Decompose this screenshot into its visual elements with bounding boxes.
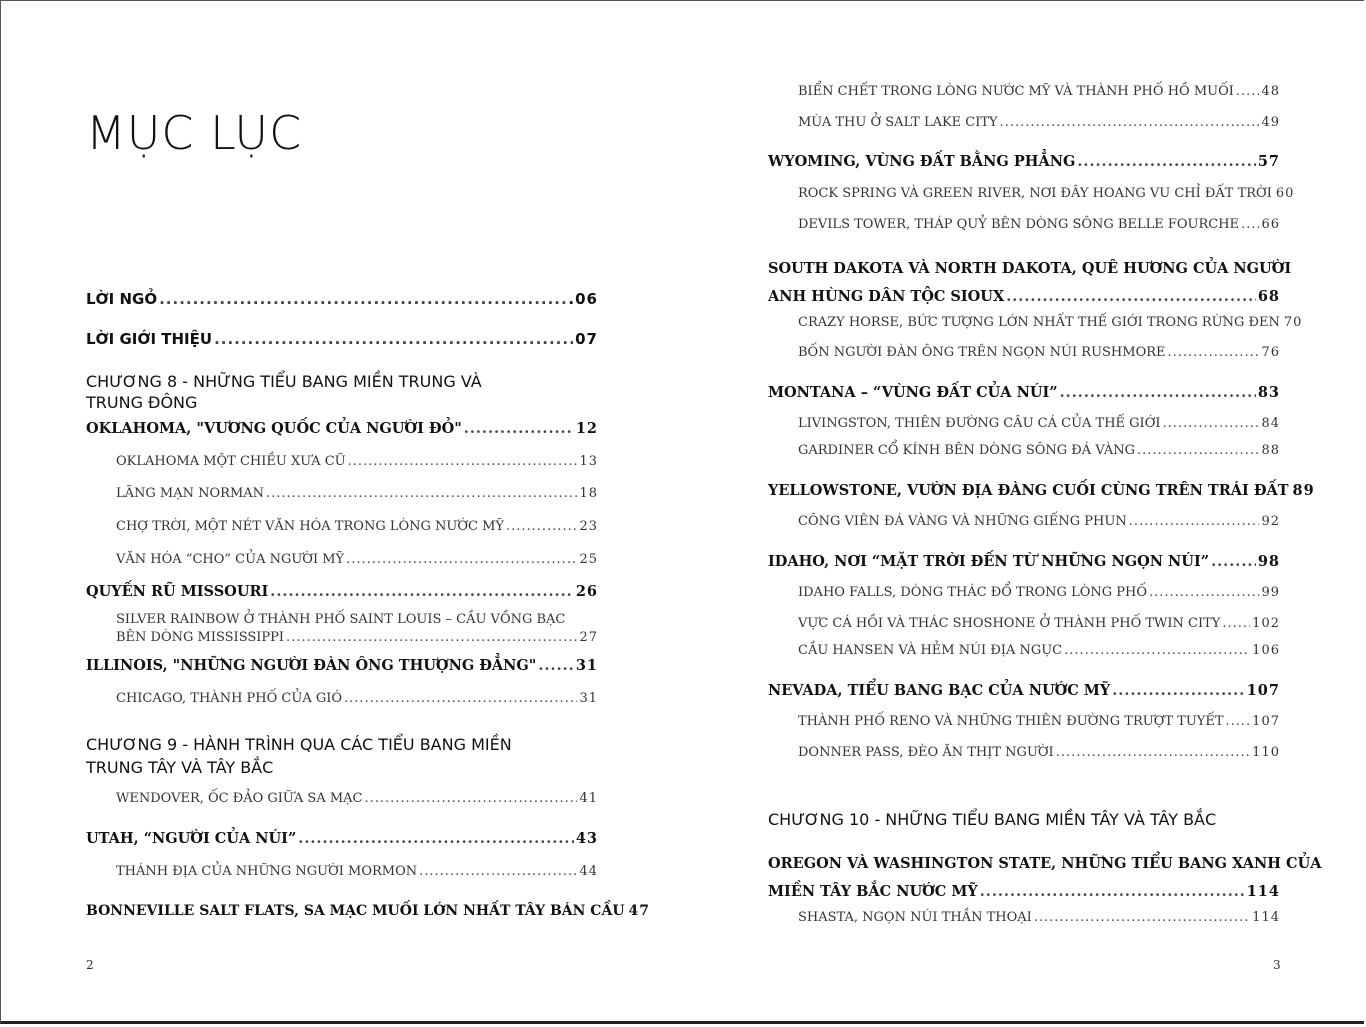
toc-chapter-10[interactable]: CHƯƠNG 10 - NHỮNG TIỂU BANG MIỀN TÂY VÀ TÂY BẮC (768, 810, 1217, 829)
page-number-right: 3 (1273, 958, 1281, 972)
toc-entry-preface[interactable]: LỜI NGỎ ..... .06 (86, 290, 598, 308)
toc-entry-hansen-bridge[interactable]: CẦU HANSEN VÀ HẺM NÚI ĐỊA NGỤC ..... 106 (768, 643, 1280, 658)
toc-chapter-9[interactable]: CHƯƠNG 9 - HÀNH TRÌNH QUA CÁC TIỂU BANG MIỀN TRUNG TÂY VÀ TÂY BẮC (86, 735, 512, 777)
toc-entry-utah[interactable]: UTAH, “NGƯỜI CỦA NÚI” ..... 43 (86, 830, 598, 847)
toc-entry-reno[interactable]: THÀNH PHỐ RENO VÀ NHỮNG THIÊN ĐƯỜNG TRƯỢT TUYẾT ..... 107 (768, 714, 1280, 729)
toc-entry-idaho[interactable]: IDAHO, NƠI “MẶT TRỜI ĐẾN TỪ NHỮNG NGỌN NÚI” ..... 98 (768, 553, 1280, 570)
toc-entry-oklahoma-past[interactable]: OKLAHOMA MỘT CHIỀU XƯA CŨ ..... 13 (86, 454, 598, 469)
toc-entry-idaho-falls[interactable]: IDAHO FALLS, DÒNG THÁC ĐỔ TRONG LÒNG PHỐ ..... 99 (768, 585, 1280, 600)
toc-entry-yellowstone[interactable]: YELLOWSTONE, VƯỜN ĐỊA ĐÀNG CUỐI CÙNG TRÊN TRÁI ĐẤT 89 (768, 482, 1315, 499)
toc-entry-introduction[interactable]: LỜI GIỚI THIỆU ..... 07 (86, 330, 598, 348)
toc-entry-wendover[interactable]: WENDOVER, ỐC ĐẢO GIỮA SA MẠC ..... 41 (86, 791, 598, 806)
toc-entry-geysers[interactable]: CÔNG VIÊN ĐÁ VÀNG VÀ NHỮNG GIẾNG PHUN ..... 92 (768, 514, 1280, 529)
toc-entry-crazy-horse[interactable]: CRAZY HORSE, BỨC TƯỢNG LỚN NHẤT THẾ GIỚI TRONG RỪNG ĐEN 70 (798, 315, 1303, 330)
toc-entry-donner-pass[interactable]: DONNER PASS, ĐÈO ĂN THỊT NGƯỜI ..... 110 (768, 745, 1280, 760)
toc-entry-gardiner[interactable]: GARDINER CỔ KÍNH BÊN DÒNG SÔNG ĐÁ VÀNG ..... 88 (768, 443, 1280, 458)
toc-entry-dead-sea[interactable]: BIỂN CHẾT TRONG LÒNG NƯỚC MỸ VÀ THÀNH PHỐ HỒ MUỐI ..... 48 (768, 84, 1280, 99)
toc-entry-salt-lake-autumn[interactable]: MÙA THU Ở SALT LAKE CITY ..... 49 (768, 115, 1280, 130)
toc-entry-rushmore[interactable]: BỐN NGƯỜI ĐÀN ÔNG TRÊN NGỌN NÚI RUSHMORE ..... 76 (768, 345, 1280, 360)
toc-entry-shasta[interactable]: SHASTA, NGỌN NÚI THẦN THOẠI ..... 114 (768, 910, 1280, 925)
toc-entry-oklahoma[interactable]: OKLAHOMA, "VƯƠNG QUỐC CỦA NGƯỜI ĐỎ" ..... 12 (86, 420, 598, 437)
toc-entry-flea-market[interactable]: CHỢ TRỜI, MỘT NÉT VĂN HÓA TRONG LÒNG NƯỚC MỸ ..... 23 (86, 519, 598, 534)
toc-entry-montana[interactable]: MONTANA – “VÙNG ĐẤT CỦA NÚI” ..... 83 (768, 384, 1280, 401)
toc-entry-devils-tower[interactable]: DEVILS TOWER, THÁP QUỶ BÊN DÒNG SÔNG BELLE FOURCHE ..... 66 (768, 217, 1280, 232)
toc-heading: MỤC LỤC (86, 106, 303, 160)
toc-chapter-8[interactable]: CHƯƠNG 8 - NHỮNG TIỂU BANG MIỀN TRUNG VÀ TRUNG ĐÔNG (86, 372, 482, 412)
toc-entry-shoshone[interactable]: VỰC CÁ HỒI VÀ THÁC SHOSHONE Ở THÀNH PHỐ TWIN CITY ..... 102 (768, 616, 1280, 631)
toc-entry-bonneville[interactable]: BONNEVILLE SALT FLATS, SA MẠC MUỐI LỚN NHẤT TÂY BÁN CẦU 47 (86, 903, 651, 919)
toc-entry-illinois[interactable]: ILLINOIS, "NHỮNG NGƯỜI ĐÀN ÔNG THƯỢNG ĐẲNG" ..... 31 (86, 657, 598, 674)
toc-entry-rock-spring[interactable]: ROCK SPRING VÀ GREEN RIVER, NƠI ĐÂY HOANG VU CHỈ ĐẤT TRỜI 60 (798, 186, 1295, 201)
toc-entry-mormon[interactable]: THÁNH ĐỊA CỦA NHỮNG NGƯỜI MORMON ..... 44 (86, 864, 598, 879)
toc-entry-livingston[interactable]: LIVINGSTON, THIÊN ĐƯỜNG CÂU CÁ CỦA THẾ GIỚI ..... 84 (768, 416, 1280, 431)
toc-entry-chicago[interactable]: CHICAGO, THÀNH PHỐ CỦA GIÓ ..... 31 (86, 691, 598, 706)
toc-entry-norman[interactable]: LÃNG MẠN NORMAN ..... 18 (86, 486, 598, 501)
toc-entry-giving-culture[interactable]: VĂN HÓA “CHO” CỦA NGƯỜI MỸ ..... 25 (86, 552, 598, 567)
toc-entry-dakota[interactable]: SOUTH DAKOTA VÀ NORTH DAKOTA, QUÊ HƯƠNG CỦA NGƯỜI ANH HÙNG DÂN TỘC SIOUX ..... 68 (768, 255, 1280, 311)
toc-entry-oregon-washington[interactable]: OREGON VÀ WASHINGTON STATE, NHỮNG TIỂU BANG XANH CỦA MIỀN TÂY BẮC NƯỚC MỸ ..... 114 (768, 850, 1280, 906)
toc-entry-silver-rainbow[interactable]: SILVER RAINBOW Ở THÀNH PHỐ SAINT LOUIS – CẦU VỒNG BẠC BÊN DÒNG MISSISSIPPI ..... 27 (86, 611, 598, 647)
page-number-left: 2 (86, 958, 94, 972)
toc-entry-missouri[interactable]: QUYẾN RŨ MISSOURI ..... 26 (86, 583, 598, 600)
toc-entry-nevada[interactable]: NEVADA, TIỂU BANG BẠC CỦA NƯỚC MỸ ..... 107 (768, 682, 1280, 699)
toc-entry-wyoming[interactable]: WYOMING, VÙNG ĐẤT BẰNG PHẲNG ..... 57 (768, 153, 1280, 170)
